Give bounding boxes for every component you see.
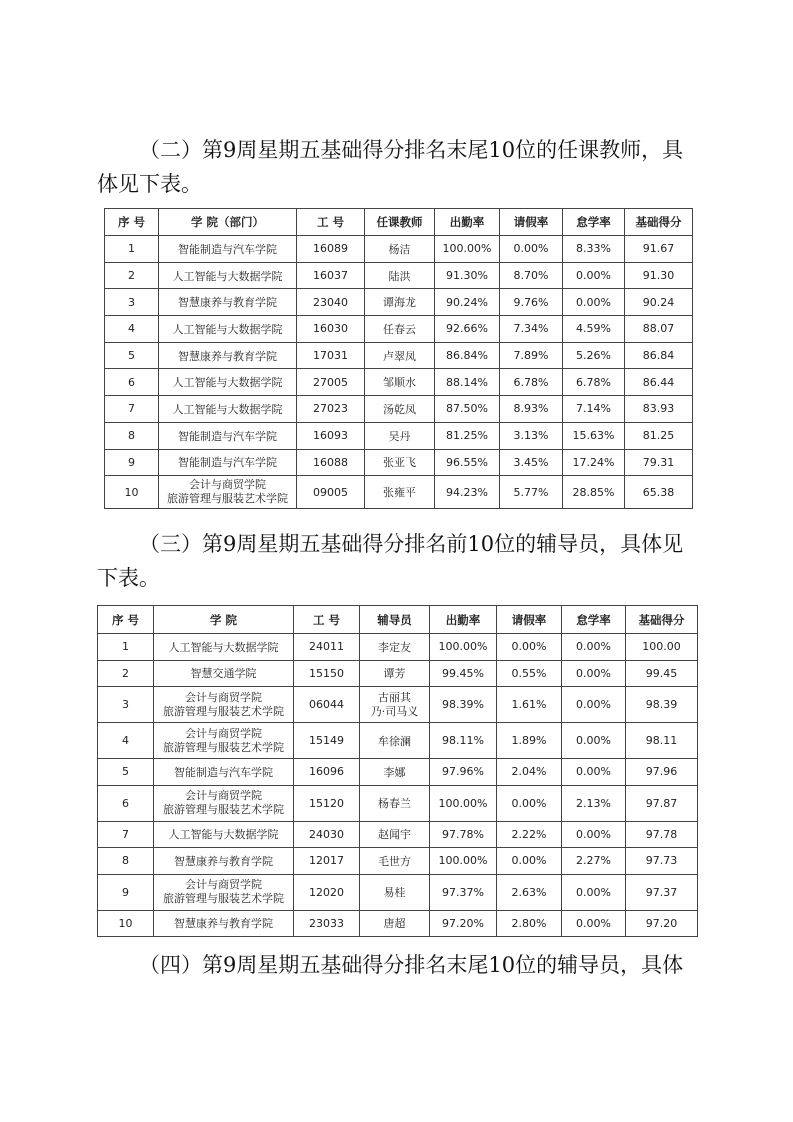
attendance-rate-cell: 96.55% <box>435 449 500 476</box>
cell-line: 人工智能与大数据学院 <box>172 269 283 283</box>
header-attendance: 出勤率 <box>435 209 500 236</box>
person-name-cell <box>360 723 430 759</box>
staff-id-cell: 23040 <box>297 289 365 316</box>
person-name-cell <box>365 476 435 509</box>
row-number: 1 <box>105 236 159 263</box>
person-name-cell <box>365 396 435 423</box>
truancy-rate-cell: 7.14% <box>563 396 625 423</box>
cell-line: 张亚飞 <box>383 456 416 470</box>
table-row <box>105 236 693 263</box>
table-header-row <box>98 606 698 634</box>
attendance-rate-cell: 88.14% <box>435 369 500 396</box>
truancy-rate-cell: 0.00% <box>562 759 626 786</box>
college-cell <box>159 316 297 343</box>
attendance-rate-cell: 81.25% <box>435 422 500 449</box>
row-number: 9 <box>105 449 159 476</box>
header-score: 基础得分 <box>625 209 693 236</box>
leave-rate-cell: 1.89% <box>497 723 562 759</box>
table-row <box>98 634 698 661</box>
attendance-rate-cell: 90.24% <box>435 289 500 316</box>
person-name-cell <box>365 369 435 396</box>
row-number: 5 <box>105 342 159 369</box>
cell-line: 旅游管理与服装艺术学院 <box>163 892 284 905</box>
leave-rate-cell: 0.00% <box>497 634 562 661</box>
row-number: 10 <box>98 910 154 937</box>
cell-line: 智慧康养与教育学院 <box>174 917 273 931</box>
attendance-rate-cell: 94.23% <box>435 476 500 509</box>
leave-rate-cell: 3.13% <box>500 422 563 449</box>
base-score-cell: 91.67 <box>625 236 693 263</box>
person-name-cell <box>365 236 435 263</box>
base-score-cell: 90.24 <box>625 289 693 316</box>
person-name-cell <box>365 342 435 369</box>
table-row <box>105 342 693 369</box>
table-row <box>98 759 698 786</box>
cell-line: 易桂 <box>383 886 406 899</box>
college-cell <box>159 396 297 423</box>
base-score-cell: 97.96 <box>626 759 698 786</box>
attendance-rate-cell: 97.37% <box>430 874 497 910</box>
staff-id-cell: 16030 <box>297 316 365 343</box>
staff-id-cell: 16096 <box>294 759 360 786</box>
staff-id-cell: 23033 <box>294 910 360 937</box>
attendance-rate-cell: 98.39% <box>430 687 497 723</box>
row-number: 4 <box>105 316 159 343</box>
person-name-cell <box>360 821 430 848</box>
cell-line: 智能制造与汽车学院 <box>178 242 277 256</box>
person-name-cell <box>360 687 430 723</box>
base-score-cell: 81.25 <box>625 422 693 449</box>
header-number: 序 号 <box>105 209 159 236</box>
table-row <box>98 821 698 848</box>
section-four-heading: （四）第9周星期五基础得分排名末尾10位的辅导员，具体 <box>139 953 684 977</box>
header-person: 任课教师 <box>365 209 435 236</box>
truancy-rate-cell: 0.00% <box>562 910 626 937</box>
person-name-cell <box>360 848 430 875</box>
attendance-rate-cell: 99.45% <box>430 660 497 687</box>
cell-line: 会计与商贸学院 <box>189 478 266 492</box>
cell-line: 智能制造与汽车学院 <box>178 429 277 443</box>
base-score-cell: 97.78 <box>626 821 698 848</box>
header-staff-id: 工 号 <box>294 606 360 634</box>
leave-rate-cell: 0.00% <box>500 236 563 263</box>
staff-id-cell: 09005 <box>297 476 365 509</box>
table-row <box>98 660 698 687</box>
header-college: 学 院 <box>154 606 294 634</box>
row-number: 9 <box>98 874 154 910</box>
truancy-rate-cell: 4.59% <box>563 316 625 343</box>
cell-line: 杨春兰 <box>378 797 411 810</box>
base-score-cell: 99.45 <box>626 660 698 687</box>
base-score-cell: 98.39 <box>626 687 698 723</box>
cell-line: 卢翠凤 <box>383 349 416 363</box>
truancy-rate-cell: 0.00% <box>562 660 626 687</box>
college-cell <box>154 687 294 723</box>
person-name-cell <box>365 262 435 289</box>
person-name-cell <box>360 785 430 821</box>
row-number: 5 <box>98 759 154 786</box>
cell-line: 邹顺水 <box>383 376 416 390</box>
staff-id-cell: 15150 <box>294 660 360 687</box>
cell-line: 旅游管理与服装艺术学院 <box>163 803 284 816</box>
table-row <box>98 874 698 910</box>
staff-id-cell: 24030 <box>294 821 360 848</box>
cell-line: 人工智能与大数据学院 <box>168 828 279 842</box>
leave-rate-cell: 8.93% <box>500 396 563 423</box>
cell-line: 会计与商贸学院 <box>185 878 262 891</box>
truancy-rate-cell: 2.27% <box>562 848 626 875</box>
attendance-rate-cell: 91.30% <box>435 262 500 289</box>
leave-rate-cell: 0.55% <box>497 660 562 687</box>
cell-line: 李定友 <box>378 640 411 654</box>
leave-rate-cell: 6.78% <box>500 369 563 396</box>
table-row <box>105 449 693 476</box>
header-truancy: 怠学率 <box>563 209 625 236</box>
leave-rate-cell: 2.63% <box>497 874 562 910</box>
base-score-cell: 83.93 <box>625 396 693 423</box>
college-cell <box>154 821 294 848</box>
staff-id-cell: 16089 <box>297 236 365 263</box>
header-person: 辅导员 <box>360 606 430 634</box>
staff-id-cell: 12020 <box>294 874 360 910</box>
staff-id-cell: 27023 <box>297 396 365 423</box>
college-cell <box>159 342 297 369</box>
college-cell <box>154 874 294 910</box>
truancy-rate-cell: 0.00% <box>562 874 626 910</box>
cell-line: 李娜 <box>383 765 406 779</box>
leave-rate-cell: 7.34% <box>500 316 563 343</box>
attendance-rate-cell: 87.50% <box>435 396 500 423</box>
cell-line: 智能制造与汽车学院 <box>178 456 277 470</box>
staff-id-cell: 27005 <box>297 369 365 396</box>
person-name-cell <box>360 660 430 687</box>
cell-line: 汤乾凤 <box>383 402 416 416</box>
table-row <box>98 910 698 937</box>
cell-line: 智慧交通学院 <box>190 667 257 681</box>
header-score: 基础得分 <box>626 606 698 634</box>
truancy-rate-cell: 0.00% <box>562 723 626 759</box>
table-row <box>105 369 693 396</box>
row-number: 10 <box>105 476 159 509</box>
person-name-cell <box>365 449 435 476</box>
cell-line: 会计与商贸学院 <box>185 726 262 740</box>
college-cell <box>159 289 297 316</box>
row-number: 2 <box>98 660 154 687</box>
truancy-rate-cell: 0.00% <box>562 821 626 848</box>
person-name-cell <box>360 874 430 910</box>
truancy-rate-cell: 0.00% <box>562 634 626 661</box>
base-score-cell: 97.37 <box>626 874 698 910</box>
truancy-rate-cell: 0.00% <box>563 262 625 289</box>
cell-line: 杨洁 <box>388 242 411 256</box>
college-cell <box>154 848 294 875</box>
cell-line: 旅游管理与服装艺术学院 <box>163 704 284 718</box>
table-row <box>105 262 693 289</box>
attendance-rate-cell: 92.66% <box>435 316 500 343</box>
truancy-rate-cell: 28.85% <box>563 476 625 509</box>
cell-line: 智慧康养与教育学院 <box>174 854 273 868</box>
staff-id-cell: 12017 <box>294 848 360 875</box>
college-cell <box>159 476 297 509</box>
leave-rate-cell: 5.77% <box>500 476 563 509</box>
person-name-cell <box>365 316 435 343</box>
table-row <box>98 848 698 875</box>
college-cell <box>159 236 297 263</box>
row-number: 8 <box>105 422 159 449</box>
cell-line: 古丽其 <box>378 690 411 704</box>
base-score-cell: 97.20 <box>626 910 698 937</box>
header-staff-id: 工 号 <box>297 209 365 236</box>
college-cell <box>154 910 294 937</box>
leave-rate-cell: 2.22% <box>497 821 562 848</box>
cell-line: 人工智能与大数据学院 <box>172 322 283 336</box>
row-number: 2 <box>105 262 159 289</box>
cell-line: 旅游管理与服装艺术学院 <box>167 492 288 506</box>
cell-line: 旅游管理与服装艺术学院 <box>163 740 284 754</box>
row-number: 6 <box>98 785 154 821</box>
staff-id-cell: 15149 <box>294 723 360 759</box>
truancy-rate-cell: 2.13% <box>562 785 626 821</box>
table-row <box>105 396 693 423</box>
truancy-rate-cell: 15.63% <box>563 422 625 449</box>
attendance-rate-cell: 100.00% <box>430 848 497 875</box>
attendance-rate-cell: 86.84% <box>435 342 500 369</box>
person-name-cell <box>365 422 435 449</box>
teacher-bottom-table <box>104 208 693 509</box>
cell-line: 牟徐澜 <box>378 734 411 748</box>
staff-id-cell: 24011 <box>294 634 360 661</box>
base-score-cell: 79.31 <box>625 449 693 476</box>
person-name-cell <box>365 289 435 316</box>
college-cell <box>159 449 297 476</box>
cell-line: 张雍平 <box>383 486 416 500</box>
cell-line: 智慧康养与教育学院 <box>178 296 277 310</box>
cell-line: 谭芳 <box>383 667 406 681</box>
cell-line: 人工智能与大数据学院 <box>168 640 279 654</box>
header-leave: 请假率 <box>497 606 562 634</box>
table-row <box>105 316 693 343</box>
college-cell <box>159 262 297 289</box>
truancy-rate-cell: 8.33% <box>563 236 625 263</box>
truancy-rate-cell: 5.26% <box>563 342 625 369</box>
table-row <box>105 289 693 316</box>
cell-line: 智能制造与汽车学院 <box>174 765 273 779</box>
college-cell <box>154 660 294 687</box>
base-score-cell: 88.07 <box>625 316 693 343</box>
attendance-rate-cell: 97.78% <box>430 821 497 848</box>
table-row <box>105 422 693 449</box>
college-cell <box>159 422 297 449</box>
truancy-rate-cell: 0.00% <box>563 289 625 316</box>
leave-rate-cell: 0.00% <box>497 848 562 875</box>
row-number: 7 <box>98 821 154 848</box>
header-attendance: 出勤率 <box>430 606 497 634</box>
table-row <box>98 723 698 759</box>
row-number: 4 <box>98 723 154 759</box>
header-number: 序 号 <box>98 606 154 634</box>
base-score-cell: 97.87 <box>626 785 698 821</box>
row-number: 3 <box>105 289 159 316</box>
person-name-cell <box>360 910 430 937</box>
table-row <box>98 687 698 723</box>
cell-line: 智慧康养与教育学院 <box>178 349 277 363</box>
cell-line: 人工智能与大数据学院 <box>172 402 283 416</box>
cell-line: 唐超 <box>383 917 406 931</box>
cell-line: 毛世方 <box>378 854 411 868</box>
counselor-top-table <box>97 605 698 937</box>
leave-rate-cell: 3.45% <box>500 449 563 476</box>
section-three-heading: （三）第9周星期五基础得分排名前10位的辅导员，具体见下表。 <box>97 532 684 590</box>
attendance-rate-cell: 100.00% <box>435 236 500 263</box>
row-number: 7 <box>105 396 159 423</box>
leave-rate-cell: 1.61% <box>497 687 562 723</box>
leave-rate-cell: 2.80% <box>497 910 562 937</box>
attendance-rate-cell: 97.96% <box>430 759 497 786</box>
staff-id-cell: 15120 <box>294 785 360 821</box>
cell-line: 人工智能与大数据学院 <box>172 376 283 390</box>
attendance-rate-cell: 97.20% <box>430 910 497 937</box>
section-two-heading: （二）第9周星期五基础得分排名末尾10位的任课教师，具体见下表。 <box>97 138 684 196</box>
header-college: 学 院（部门） <box>159 209 297 236</box>
header-leave: 请假率 <box>500 209 563 236</box>
leave-rate-cell: 7.89% <box>500 342 563 369</box>
row-number: 1 <box>98 634 154 661</box>
row-number: 3 <box>98 687 154 723</box>
attendance-rate-cell: 100.00% <box>430 785 497 821</box>
staff-id-cell: 16088 <box>297 449 365 476</box>
leave-rate-cell: 2.04% <box>497 759 562 786</box>
header-truancy: 怠学率 <box>562 606 626 634</box>
attendance-rate-cell: 100.00% <box>430 634 497 661</box>
college-cell <box>154 759 294 786</box>
base-score-cell: 86.84 <box>625 342 693 369</box>
person-name-cell <box>360 759 430 786</box>
staff-id-cell: 16037 <box>297 262 365 289</box>
staff-id-cell: 17031 <box>297 342 365 369</box>
cell-line: 乃·司马义 <box>370 704 419 718</box>
table-header-row <box>105 209 693 236</box>
cell-line: 赵闻宇 <box>378 828 411 842</box>
base-score-cell: 65.38 <box>625 476 693 509</box>
row-number: 6 <box>105 369 159 396</box>
college-cell <box>154 723 294 759</box>
college-cell <box>159 369 297 396</box>
truancy-rate-cell: 17.24% <box>563 449 625 476</box>
base-score-cell: 97.73 <box>626 848 698 875</box>
row-number: 8 <box>98 848 154 875</box>
cell-line: 会计与商贸学院 <box>185 690 262 704</box>
cell-line: 任春云 <box>383 322 416 336</box>
person-name-cell <box>360 634 430 661</box>
table-row <box>105 476 693 509</box>
college-cell <box>154 634 294 661</box>
leave-rate-cell: 0.00% <box>497 785 562 821</box>
base-score-cell: 100.00 <box>626 634 698 661</box>
attendance-rate-cell: 98.11% <box>430 723 497 759</box>
base-score-cell: 91.30 <box>625 262 693 289</box>
truancy-rate-cell: 0.00% <box>562 687 626 723</box>
cell-line: 吴丹 <box>388 429 411 443</box>
staff-id-cell: 06044 <box>294 687 360 723</box>
cell-line: 陆洪 <box>388 269 411 283</box>
leave-rate-cell: 9.76% <box>500 289 563 316</box>
leave-rate-cell: 8.70% <box>500 262 563 289</box>
cell-line: 谭海龙 <box>383 296 416 310</box>
table-row <box>98 785 698 821</box>
base-score-cell: 98.11 <box>626 723 698 759</box>
college-cell <box>154 785 294 821</box>
cell-line: 会计与商贸学院 <box>185 789 262 802</box>
staff-id-cell: 16093 <box>297 422 365 449</box>
base-score-cell: 86.44 <box>625 369 693 396</box>
truancy-rate-cell: 6.78% <box>563 369 625 396</box>
